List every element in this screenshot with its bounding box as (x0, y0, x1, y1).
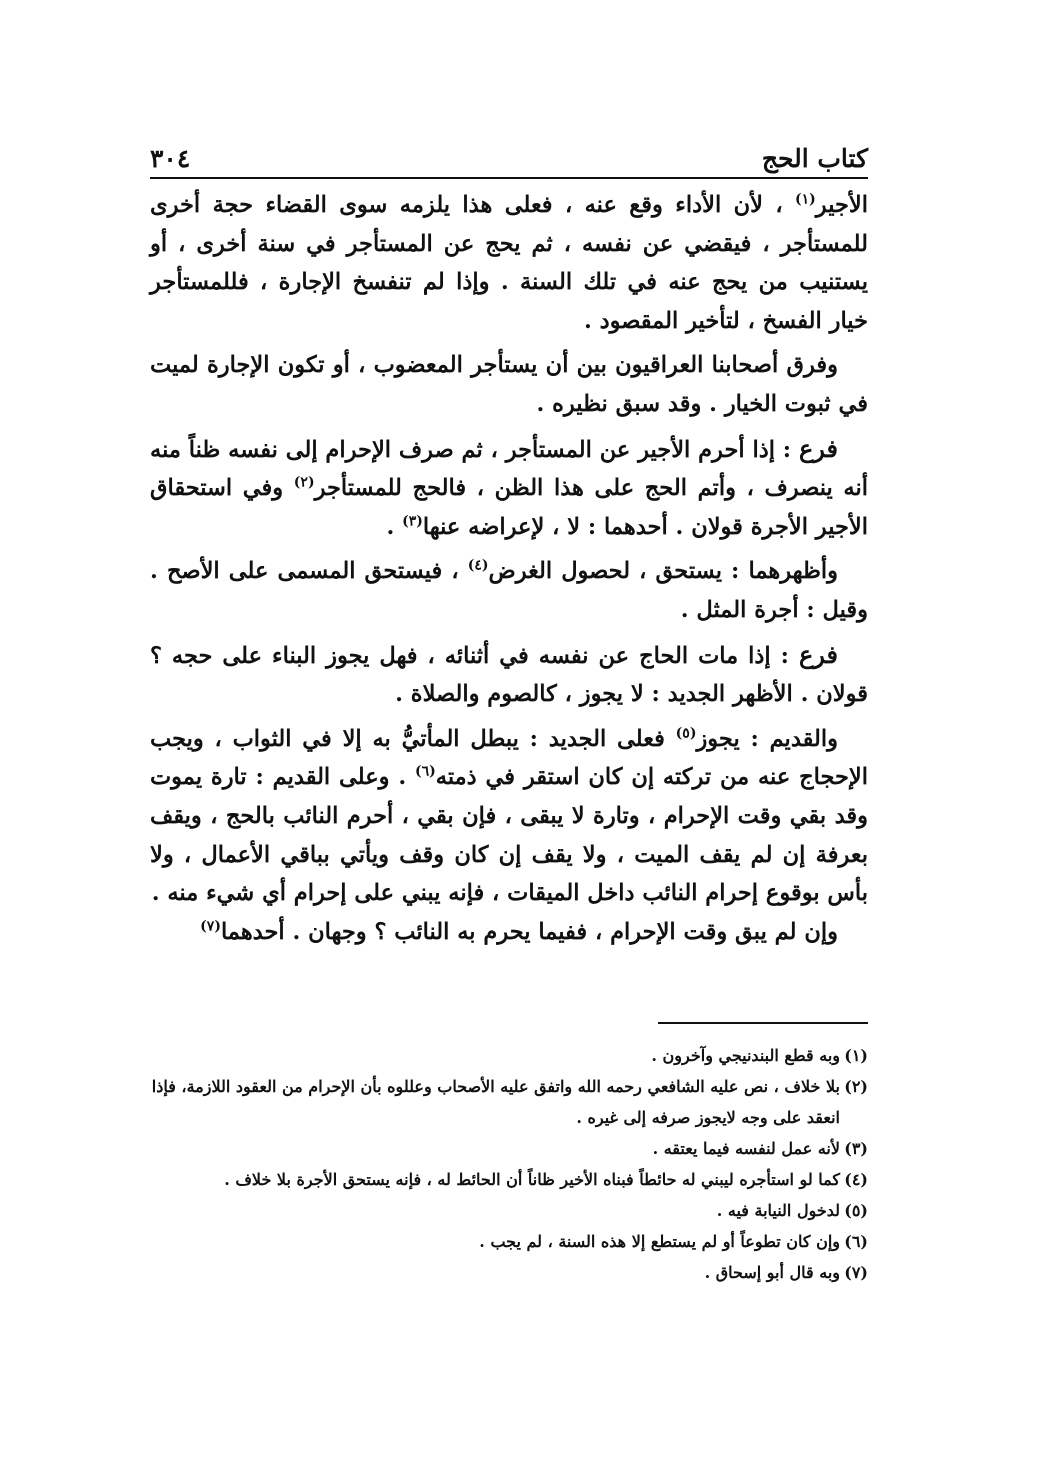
paragraph-1 (150, 186, 868, 340)
text-run: والقديم : يجوز (696, 725, 838, 752)
footnote-number: (٥) (844, 1201, 868, 1220)
footnote-text: لدخول النيابة فيه . (716, 1201, 840, 1220)
paragraph-4 (150, 552, 868, 629)
footnote-ref-5: (٥) (675, 725, 697, 742)
text-run: فعلى الجديد : يبطل المأتيُّ به إلا في الثواب ، ويجب الإحجاج عنه من تركته إن كان استقر في ذمته (150, 725, 869, 791)
text-run: ، لأن الأداء وقع عنه ، فعلى هذا يلزمه سوى القضاء حجة أخرى للمستأجر ، فيقضي عن نفسه ، ثم يحج عن المستأجر في سنة أخرى ، أو يستنيب من يحج عنه في تلك السنة . وإذا لم تنفسخ الإجارة ، فللمستأجر خيار الفسخ ، لتأخير المقصود . (150, 192, 868, 334)
header-rule (150, 177, 868, 179)
text-run: : إذا مات الحاج عن نفسه في أثنائه ، فهل يجوز البناء على حجه ؟ قولان . الأظهر الجديد : لا يجوز ، كالصوم والصلاة . (150, 642, 868, 708)
page-number: ٣٠٤ (150, 144, 191, 173)
footnote-number: (٢) (844, 1077, 868, 1096)
footnote-ref-2: (٢) (293, 474, 315, 491)
footnote-text: بلا خلاف ، نص عليه الشافعي رحمه الله واتفق عليه الأصحاب وعللوه بأن الإحرام من العقود اللازمة، فإذا انعقد على وجه لايجوز صرفه إلى غيره . (151, 1077, 840, 1127)
text-run: وإن لم يبق وقت الإحرام ، ففيما يحرم به النائب ؟ وجهان . أحدهما (220, 918, 838, 945)
footnote-number: (٦) (844, 1232, 868, 1251)
footnote-ref-1: (١) (795, 191, 816, 208)
paragraph-7 (150, 913, 868, 952)
footnote-5 (150, 1195, 868, 1226)
footnote-6 (150, 1226, 868, 1257)
footnote-3 (150, 1133, 868, 1164)
text-run: . وعلى القديم : تارة يموت وقد بقي وقت الإحرام ، وتارة لا يبقى ، فإن بقي ، أحرم النائب بالحج ، ويقف بعرفة إن لم يقف الميت ، ولا يقف إن كان وقف ويأتي بباقي الأعمال ، ولا بأس بوقوع إحرام النائب داخل الميقات ، فإنه يبني على إحرام أي شيء منه . (150, 764, 868, 907)
text-run: . (386, 513, 403, 540)
footnote-ref-3: (٣) (402, 513, 423, 530)
text-run: : إذا أحرم الأجير عن المستأجر ، ثم صرف الإحرام إلى نفسه ظناً منه أنه ينصرف ، وأتم الحج على هذا الظن ، فالحج للمستأجر (150, 436, 869, 502)
main-text (150, 186, 868, 951)
footnote-ref-7: (٧) (200, 918, 221, 935)
footnote-number: (٣) (844, 1139, 868, 1158)
paragraph-5 (150, 636, 868, 714)
footnote-2 (150, 1071, 868, 1133)
footnote-text: وإن كان تطوعاً أو لم يستطع إلا هذه السنة ، لم يجب . (479, 1232, 840, 1251)
footnote-text: وبه قال أبو إسحاق . (704, 1263, 840, 1282)
paragraph-6 (150, 720, 868, 913)
paragraph-3 (150, 430, 868, 547)
footnote-number: (١) (844, 1046, 868, 1065)
text-run: وفرق أصحابنا العراقيون بين أن يستأجر المعضوب ، أو تكون الإجارة لميت في ثبوت الخيار . وقد سبق نظيره . (150, 352, 868, 417)
footnote-rule (658, 1022, 868, 1024)
footnote-number: (٤) (844, 1170, 868, 1189)
footnote-text: وبه قطع البندنيجي وآخرون . (651, 1046, 840, 1065)
paragraph-2 (150, 346, 868, 423)
text-run: الأجير (815, 192, 868, 218)
section-lead: فرع (798, 433, 838, 463)
footnote-ref-6: (٦) (415, 763, 436, 780)
footnote-text: لأنه عمل لنفسه فيما يعتقه . (652, 1139, 840, 1158)
footnote-ref-4: (٤) (467, 557, 489, 574)
footnote-1 (150, 1040, 868, 1071)
running-title: كتاب الحج (761, 144, 868, 173)
footnote-number: (٧) (844, 1263, 868, 1282)
footnote-text: كما لو استأجره ليبني له حائطاً فبناه الأخير ظاناً أن الحائط له ، فإنه يستحق الأجرة بلا خلاف . (224, 1170, 840, 1189)
text-run: ، فيستحق المسمى على الأصح . وقيل : أجرة المثل . (150, 558, 868, 623)
section-lead: فرع (798, 639, 839, 669)
footnotes (150, 1040, 868, 1288)
page-header (150, 136, 868, 176)
text-run: وأظهرهما : يستحق ، لحصول الغرض (488, 558, 839, 585)
footnote-4 (150, 1164, 868, 1195)
footnote-7 (150, 1257, 868, 1288)
text-run: وفي استحقاق الأجير الأجرة قولان . أحدهما : لا ، لإعراضه عنها (150, 475, 868, 540)
